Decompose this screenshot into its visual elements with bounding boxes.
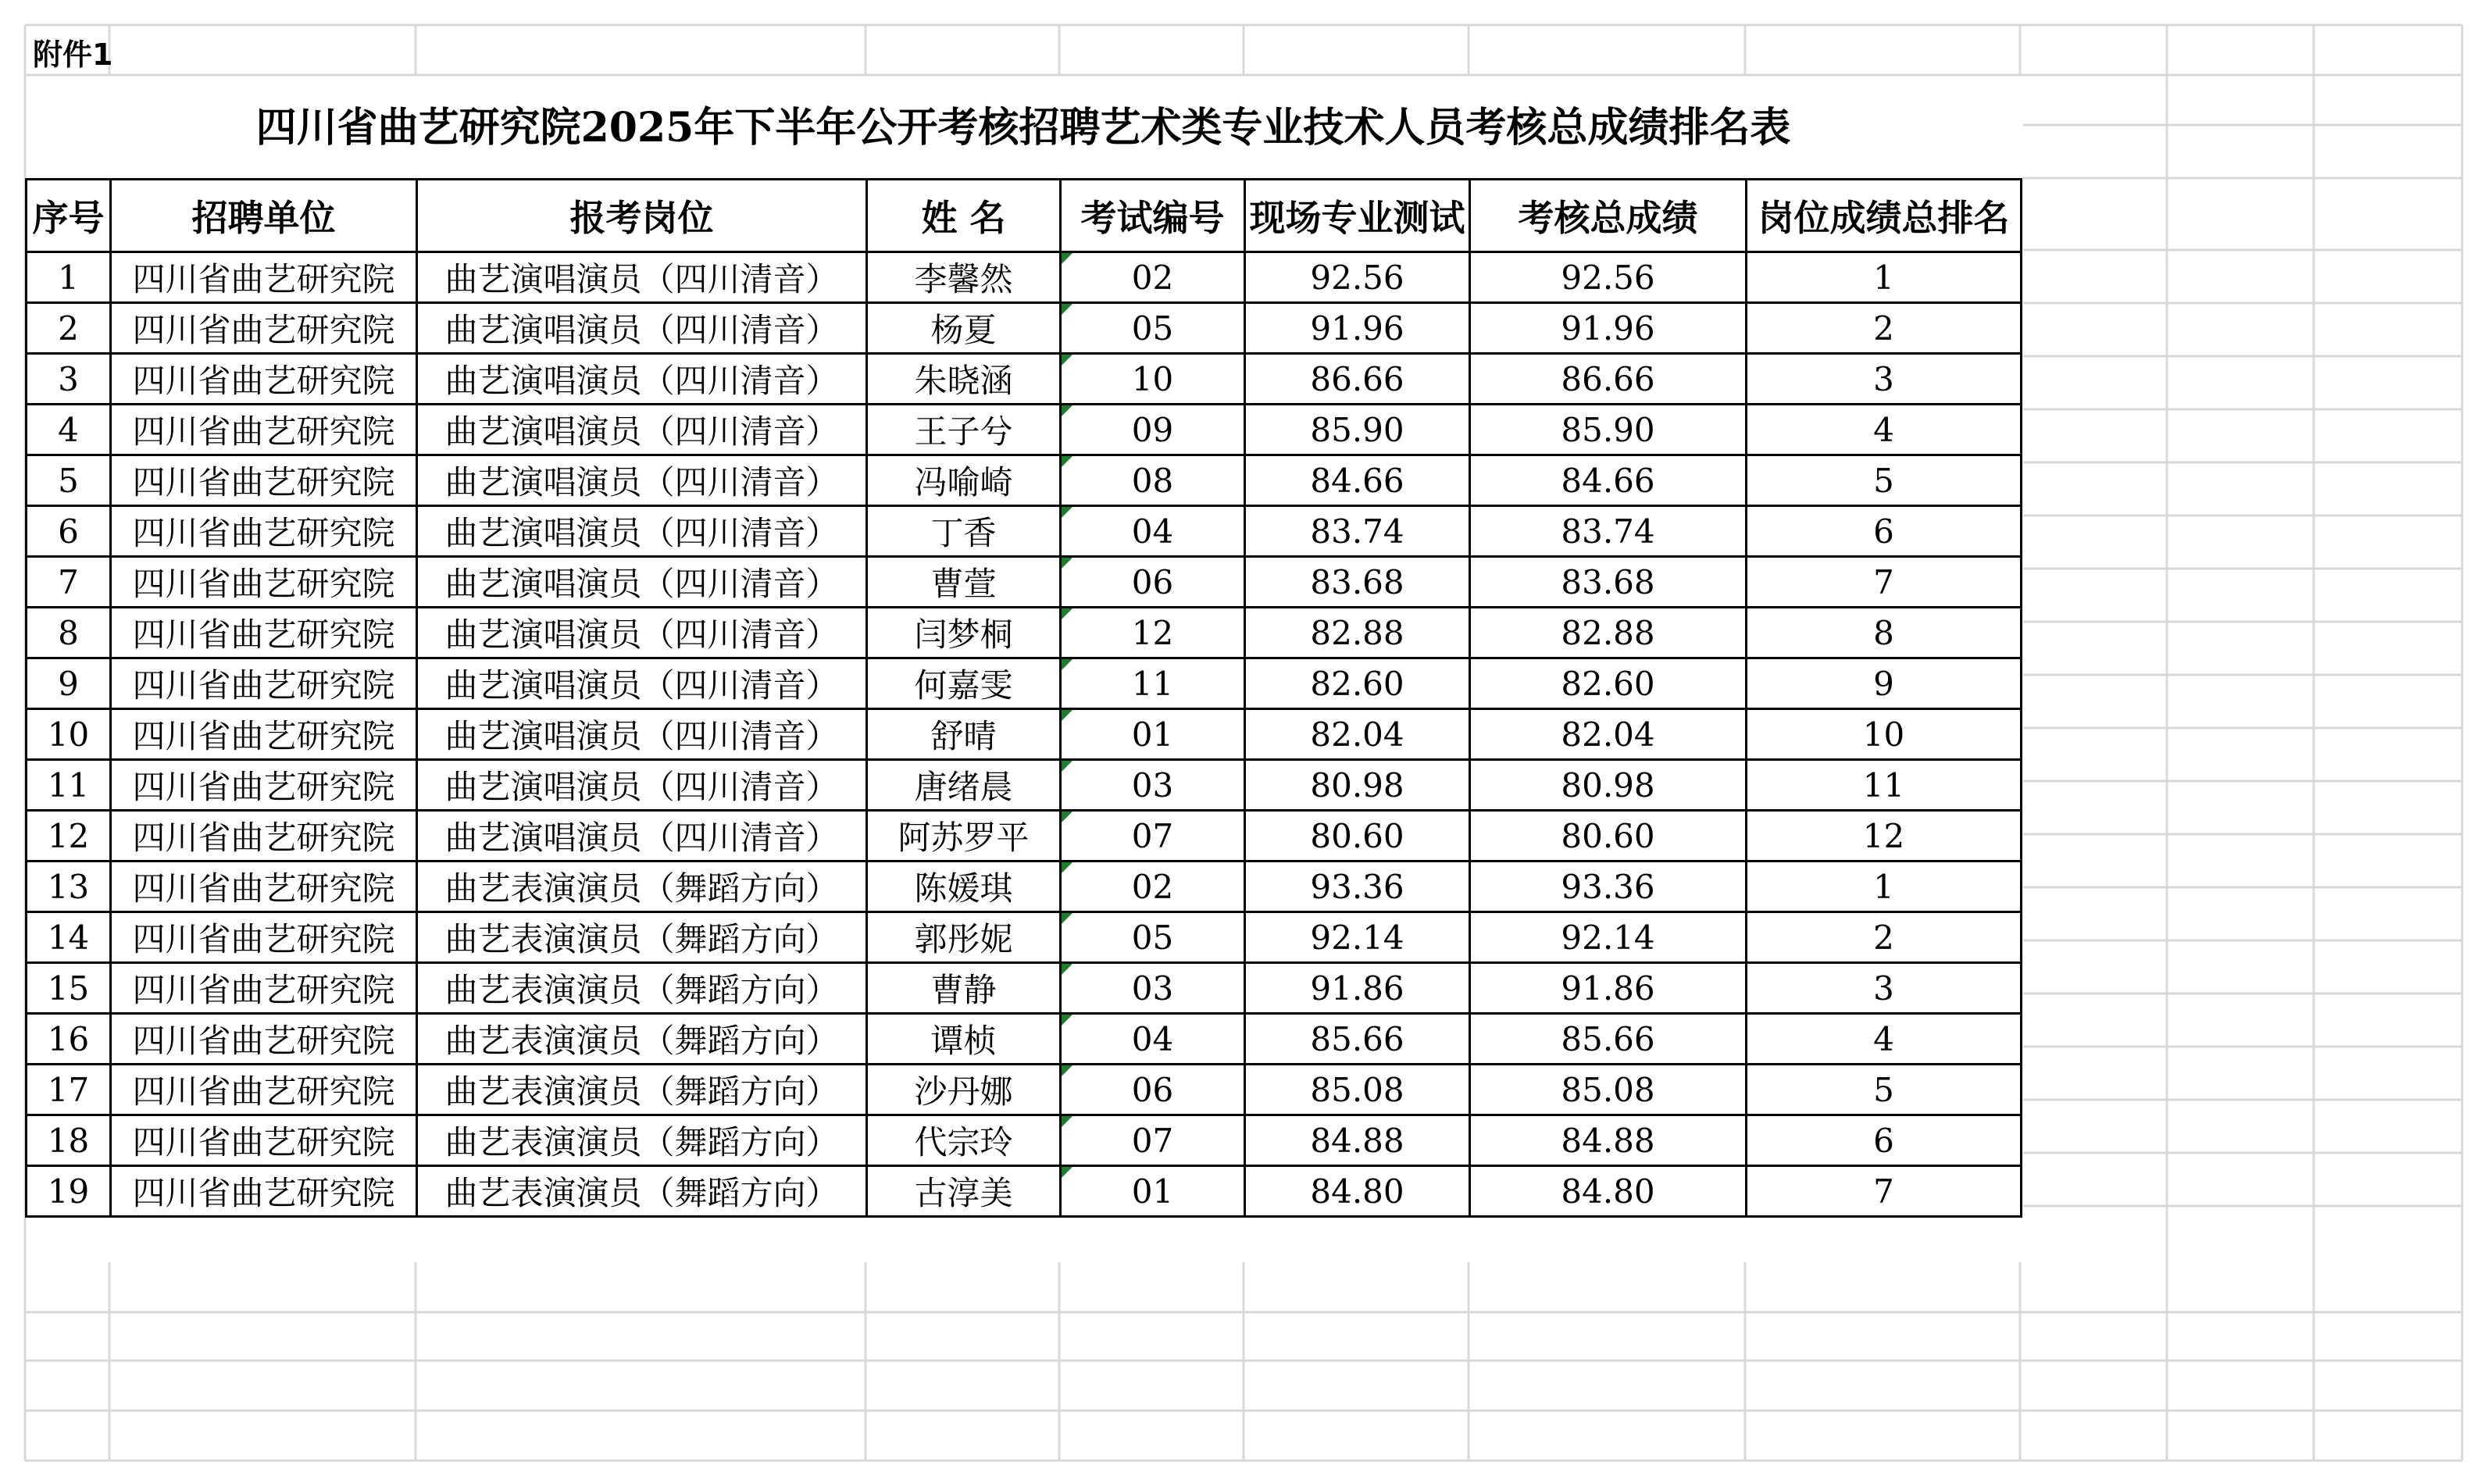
header-post[interactable]: 报考岗位: [417, 180, 867, 252]
cell-unit[interactable]: 四川省曲艺研究院: [111, 709, 417, 760]
cell-name[interactable]: 闫梦桐: [867, 608, 1061, 658]
exam-no-value: 10: [1131, 359, 1174, 398]
cell-test-score[interactable]: 82.60: [1245, 658, 1470, 709]
cell-unit[interactable]: 四川省曲艺研究院: [111, 811, 417, 862]
annex-label: 附件1: [33, 37, 113, 72]
cell-total-score[interactable]: 93.36: [1470, 862, 1747, 912]
cell-rank[interactable]: 2: [1747, 303, 2022, 354]
cell-name[interactable]: 王子兮: [867, 405, 1061, 455]
cell-total-score[interactable]: 84.80: [1470, 1166, 1747, 1217]
table-row: [27, 608, 2022, 658]
cell-seq[interactable]: 8: [27, 608, 111, 658]
cell-unit[interactable]: 四川省曲艺研究院: [111, 1014, 417, 1065]
cell-name[interactable]: 曹萱: [867, 557, 1061, 608]
comment-marker-icon: [1062, 761, 1072, 772]
cell-exam-no[interactable]: [1061, 1166, 1245, 1217]
cell-rank[interactable]: 10: [1747, 709, 2022, 760]
header-exam-no[interactable]: 考试编号: [1061, 180, 1245, 252]
comment-marker-icon: [1062, 913, 1072, 924]
table-row: [27, 1166, 2022, 1217]
cell-test-score[interactable]: 92.56: [1245, 252, 1470, 303]
cell-exam-no[interactable]: [1061, 506, 1245, 557]
cell-post[interactable]: 曲艺演唱演员（四川清音）: [417, 252, 867, 303]
exam-no-value: 05: [1131, 309, 1174, 348]
cell-rank[interactable]: 1: [1747, 252, 2022, 303]
cell-unit[interactable]: 四川省曲艺研究院: [111, 1115, 417, 1166]
comment-marker-icon: [1062, 304, 1072, 315]
cell-rank[interactable]: 8: [1747, 608, 2022, 658]
cell-rank[interactable]: 5: [1747, 1065, 2022, 1115]
cell-name[interactable]: 沙丹娜: [867, 1065, 1061, 1115]
cell-test-score[interactable]: 91.96: [1245, 303, 1470, 354]
cell-post[interactable]: 曲艺演唱演员（四川清音）: [417, 811, 867, 862]
comment-marker-icon: [1062, 1116, 1072, 1127]
header-unit[interactable]: 招聘单位: [111, 180, 417, 252]
cell-exam-no[interactable]: [1061, 354, 1245, 405]
exam-no-value: 04: [1131, 512, 1174, 551]
cell-seq[interactable]: 5: [27, 455, 111, 506]
header-row: [27, 180, 2022, 252]
cell-exam-no[interactable]: [1061, 912, 1245, 963]
cell-test-score[interactable]: 82.04: [1245, 709, 1470, 760]
exam-no-value: 03: [1131, 765, 1174, 804]
cell-post[interactable]: 曲艺演唱演员（四川清音）: [417, 455, 867, 506]
cell-test-score[interactable]: 86.66: [1245, 354, 1470, 405]
cell-name[interactable]: 曹静: [867, 963, 1061, 1014]
cell-seq[interactable]: 13: [27, 862, 111, 912]
exam-no-value: 04: [1131, 1019, 1174, 1058]
cell-exam-no[interactable]: [1061, 862, 1245, 912]
header-seq[interactable]: 序号: [27, 180, 111, 252]
cell-test-score[interactable]: 82.88: [1245, 608, 1470, 658]
cell-name[interactable]: 代宗玲: [867, 1115, 1061, 1166]
table-row: [27, 557, 2022, 608]
cell-unit[interactable]: 四川省曲艺研究院: [111, 862, 417, 912]
comment-marker-icon: [1062, 1065, 1072, 1076]
cell-total-score[interactable]: 91.96: [1470, 303, 1747, 354]
cell-total-score[interactable]: 82.88: [1470, 608, 1747, 658]
cell-unit[interactable]: 四川省曲艺研究院: [111, 303, 417, 354]
table-row: [27, 760, 2022, 811]
cell-exam-no[interactable]: [1061, 252, 1245, 303]
cell-exam-no[interactable]: [1061, 557, 1245, 608]
cell-name[interactable]: 冯喻崎: [867, 455, 1061, 506]
cell-post[interactable]: 曲艺演唱演员（四川清音）: [417, 658, 867, 709]
exam-no-value: 09: [1131, 410, 1174, 449]
comment-marker-icon: [1062, 456, 1072, 467]
cell-post[interactable]: 曲艺表演演员（舞蹈方向）: [417, 1166, 867, 1217]
cell-seq[interactable]: 12: [27, 811, 111, 862]
cell-seq[interactable]: 19: [27, 1166, 111, 1217]
table-row: [27, 912, 2022, 963]
cell-name[interactable]: 舒晴: [867, 709, 1061, 760]
cell-unit[interactable]: 四川省曲艺研究院: [111, 1065, 417, 1115]
cell-total-score[interactable]: 91.86: [1470, 963, 1747, 1014]
cell-name[interactable]: 谭桢: [867, 1014, 1061, 1065]
cell-test-score[interactable]: 83.74: [1245, 506, 1470, 557]
exam-no-value: 05: [1131, 918, 1174, 957]
cell-test-score[interactable]: 85.90: [1245, 405, 1470, 455]
cell-rank[interactable]: 7: [1747, 1166, 2022, 1217]
exam-no-value: 11: [1131, 664, 1174, 703]
table-row: [27, 862, 2022, 912]
header-total-score[interactable]: 考核总成绩: [1470, 180, 1747, 252]
table-row: [27, 658, 2022, 709]
cell-exam-no[interactable]: [1061, 455, 1245, 506]
cell-unit[interactable]: 四川省曲艺研究院: [111, 455, 417, 506]
cell-test-score[interactable]: 85.66: [1245, 1014, 1470, 1065]
cell-exam-no[interactable]: [1061, 405, 1245, 455]
cell-total-score[interactable]: 82.60: [1470, 658, 1747, 709]
cell-test-score[interactable]: 91.86: [1245, 963, 1470, 1014]
cell-seq[interactable]: 1: [27, 252, 111, 303]
exam-no-value: 03: [1131, 969, 1174, 1008]
cell-unit[interactable]: 四川省曲艺研究院: [111, 608, 417, 658]
cell-post[interactable]: 曲艺演唱演员（四川清音）: [417, 405, 867, 455]
cell-unit[interactable]: 四川省曲艺研究院: [111, 354, 417, 405]
table-row: [27, 405, 2022, 455]
comment-marker-icon: [1062, 710, 1072, 721]
cell-total-score[interactable]: 85.66: [1470, 1014, 1747, 1065]
table-row: [27, 709, 2022, 760]
cell-rank[interactable]: 1: [1747, 862, 2022, 912]
exam-no-value: 06: [1131, 562, 1174, 601]
cell-rank[interactable]: 6: [1747, 1115, 2022, 1166]
cell-total-score[interactable]: 80.98: [1470, 760, 1747, 811]
comment-marker-icon: [1062, 812, 1072, 822]
table-row: [27, 252, 2022, 303]
exam-no-value: 02: [1131, 258, 1174, 297]
comment-marker-icon: [1062, 608, 1072, 619]
cell-post[interactable]: 曲艺演唱演员（四川清音）: [417, 709, 867, 760]
cell-total-score[interactable]: 85.08: [1470, 1065, 1747, 1115]
cell-test-score[interactable]: 80.98: [1245, 760, 1470, 811]
cell-seq[interactable]: 6: [27, 506, 111, 557]
cell-test-score[interactable]: 80.60: [1245, 811, 1470, 862]
cell-post[interactable]: 曲艺表演演员（舞蹈方向）: [417, 1014, 867, 1065]
cell-seq[interactable]: 10: [27, 709, 111, 760]
table-row: [27, 1115, 2022, 1166]
cell-name[interactable]: 阿苏罗平: [867, 811, 1061, 862]
comment-marker-icon: [1062, 507, 1072, 518]
exam-no-value: 02: [1131, 867, 1174, 906]
cell-test-score[interactable]: 84.66: [1245, 455, 1470, 506]
cell-rank[interactable]: 4: [1747, 405, 2022, 455]
cell-name[interactable]: 朱晓涵: [867, 354, 1061, 405]
cell-total-score[interactable]: 83.74: [1470, 506, 1747, 557]
header-test-score[interactable]: 现场专业测试: [1245, 180, 1470, 252]
cell-total-score[interactable]: 82.04: [1470, 709, 1747, 760]
cell-exam-no[interactable]: [1061, 1014, 1245, 1065]
cell-post[interactable]: 曲艺表演演员（舞蹈方向）: [417, 1115, 867, 1166]
cell-unit[interactable]: 四川省曲艺研究院: [111, 760, 417, 811]
exam-no-value: 01: [1131, 715, 1174, 754]
table-row: [27, 506, 2022, 557]
cell-unit[interactable]: 四川省曲艺研究院: [111, 963, 417, 1014]
cell-unit[interactable]: 四川省曲艺研究院: [111, 506, 417, 557]
comment-marker-icon: [1062, 405, 1072, 416]
cell-name[interactable]: 郭彤妮: [867, 912, 1061, 963]
cell-seq[interactable]: 14: [27, 912, 111, 963]
cell-unit[interactable]: 四川省曲艺研究院: [111, 1166, 417, 1217]
cell-post[interactable]: 曲艺表演演员（舞蹈方向）: [417, 1065, 867, 1115]
exam-no-value: 06: [1131, 1070, 1174, 1109]
comment-marker-icon: [1062, 1167, 1072, 1178]
cell-exam-no[interactable]: [1061, 963, 1245, 1014]
cell-rank[interactable]: 4: [1747, 1014, 2022, 1065]
cell-total-score[interactable]: 80.60: [1470, 811, 1747, 862]
cell-seq[interactable]: 18: [27, 1115, 111, 1166]
cell-test-score[interactable]: 84.80: [1245, 1166, 1470, 1217]
cell-rank[interactable]: 5: [1747, 455, 2022, 506]
cell-seq[interactable]: 3: [27, 354, 111, 405]
comment-marker-icon: [1062, 1015, 1072, 1026]
comment-marker-icon: [1062, 355, 1072, 366]
cell-seq[interactable]: 9: [27, 658, 111, 709]
cell-seq[interactable]: 16: [27, 1014, 111, 1065]
comment-marker-icon: [1062, 558, 1072, 569]
cell-rank[interactable]: 3: [1747, 354, 2022, 405]
exam-no-value: 01: [1131, 1172, 1174, 1211]
cell-total-score[interactable]: 86.66: [1470, 354, 1747, 405]
cell-name[interactable]: 古淳美: [867, 1166, 1061, 1217]
table-row: [27, 1014, 2022, 1065]
cell-post[interactable]: 曲艺演唱演员（四川清音）: [417, 506, 867, 557]
comment-marker-icon: [1062, 964, 1072, 975]
cell-exam-no[interactable]: [1061, 811, 1245, 862]
cell-rank[interactable]: 2: [1747, 912, 2022, 963]
cell-post[interactable]: 曲艺表演演员（舞蹈方向）: [417, 912, 867, 963]
table-row: [27, 963, 2022, 1014]
cell-total-score[interactable]: 85.90: [1470, 405, 1747, 455]
cell-post[interactable]: 曲艺演唱演员（四川清音）: [417, 557, 867, 608]
cell-exam-no[interactable]: [1061, 608, 1245, 658]
cell-seq[interactable]: 7: [27, 557, 111, 608]
header-name[interactable]: 姓 名: [867, 180, 1061, 252]
exam-no-value: 08: [1131, 461, 1174, 500]
ranking-table: [25, 178, 2022, 1218]
cell-unit[interactable]: 四川省曲艺研究院: [111, 912, 417, 963]
cell-rank[interactable]: 3: [1747, 963, 2022, 1014]
cell-rank[interactable]: 12: [1747, 811, 2022, 862]
cell-post[interactable]: 曲艺演唱演员（四川清音）: [417, 354, 867, 405]
cell-test-score[interactable]: 85.08: [1245, 1065, 1470, 1115]
cell-seq[interactable]: 4: [27, 405, 111, 455]
cell-seq[interactable]: 15: [27, 963, 111, 1014]
cell-exam-no[interactable]: [1061, 658, 1245, 709]
cell-rank[interactable]: 11: [1747, 760, 2022, 811]
cell-total-score[interactable]: 83.68: [1470, 557, 1747, 608]
cell-post[interactable]: 曲艺演唱演员（四川清音）: [417, 608, 867, 658]
cell-exam-no[interactable]: [1061, 1065, 1245, 1115]
cell-exam-no[interactable]: [1061, 303, 1245, 354]
comment-marker-icon: [1062, 862, 1072, 873]
cell-rank[interactable]: 6: [1747, 506, 2022, 557]
cell-rank[interactable]: 7: [1747, 557, 2022, 608]
cell-seq[interactable]: 2: [27, 303, 111, 354]
cell-seq[interactable]: 11: [27, 760, 111, 811]
cell-exam-no[interactable]: [1061, 760, 1245, 811]
header-rank[interactable]: 岗位成绩总排名: [1747, 180, 2022, 252]
table-row: [27, 354, 2022, 405]
cell-name[interactable]: 杨夏: [867, 303, 1061, 354]
exam-no-value: 07: [1131, 816, 1174, 855]
table-row: [27, 455, 2022, 506]
table-row: [27, 1065, 2022, 1115]
cell-unit[interactable]: 四川省曲艺研究院: [111, 252, 417, 303]
cell-post[interactable]: 曲艺演唱演员（四川清音）: [417, 303, 867, 354]
cell-seq[interactable]: 17: [27, 1065, 111, 1115]
cell-name[interactable]: 陈媛琪: [867, 862, 1061, 912]
cell-total-score[interactable]: 84.88: [1470, 1115, 1747, 1166]
cell-test-score[interactable]: 92.14: [1245, 912, 1470, 963]
cell-exam-no[interactable]: [1061, 709, 1245, 760]
cell-total-score[interactable]: 84.66: [1470, 455, 1747, 506]
cell-name[interactable]: 何嘉雯: [867, 658, 1061, 709]
cell-exam-no[interactable]: [1061, 1115, 1245, 1166]
comment-marker-icon: [1062, 659, 1072, 670]
cell-unit[interactable]: 四川省曲艺研究院: [111, 557, 417, 608]
exam-no-value: 12: [1131, 613, 1174, 652]
cell-test-score[interactable]: 84.88: [1245, 1115, 1470, 1166]
exam-no-value: 07: [1131, 1121, 1174, 1160]
cell-test-score[interactable]: 83.68: [1245, 557, 1470, 608]
cell-unit[interactable]: 四川省曲艺研究院: [111, 658, 417, 709]
cell-post[interactable]: 曲艺表演演员（舞蹈方向）: [417, 862, 867, 912]
cell-name[interactable]: 李馨然: [867, 252, 1061, 303]
cell-post[interactable]: 曲艺演唱演员（四川清音）: [417, 760, 867, 811]
cell-name[interactable]: 丁香: [867, 506, 1061, 557]
page-title: 四川省曲艺研究院2025年下半年公开考核招聘艺术类专业技术人员考核总成绩排名表: [255, 104, 1791, 152]
cell-post[interactable]: 曲艺表演演员（舞蹈方向）: [417, 963, 867, 1014]
cell-total-score[interactable]: 92.14: [1470, 912, 1747, 963]
comment-marker-icon: [1062, 253, 1072, 264]
cell-test-score[interactable]: 93.36: [1245, 862, 1470, 912]
table-row: [27, 811, 2022, 862]
table-row: [27, 303, 2022, 354]
cell-total-score[interactable]: 92.56: [1470, 252, 1747, 303]
cell-unit[interactable]: 四川省曲艺研究院: [111, 405, 417, 455]
cell-rank[interactable]: 9: [1747, 658, 2022, 709]
cell-name[interactable]: 唐绪晨: [867, 760, 1061, 811]
